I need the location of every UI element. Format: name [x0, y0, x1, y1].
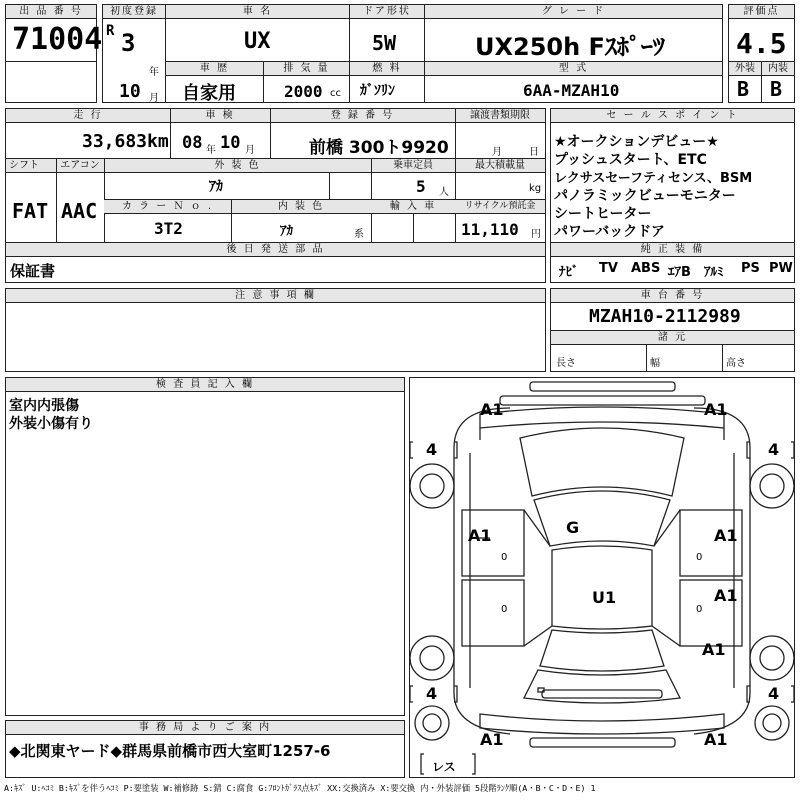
- lot-label: 出 品 番 号: [6, 5, 96, 19]
- length-label: 長さ: [556, 358, 576, 369]
- insp-month-unit: 月: [245, 145, 255, 156]
- specs-label: 諸 元: [551, 331, 794, 345]
- displacement-unit: cc: [330, 88, 341, 99]
- legend: A:ｷｽﾞ U:ﾍｺﾐ B:ｷｽﾞを伴うﾍｺﾐ P:要塗装 W:補修跡 S:錆 C:腐食 G:ﾌﾛﾝﾄｶﾞﾗｽ点ｷｽﾞ XX:交換済み X:要交換 内・外装評価 5段階ﾗﾝｸ順(A・B・C・D・E) 1: [4, 783, 596, 793]
- year-unit: 年: [149, 67, 159, 78]
- sales-point-item: シートヒーター: [554, 206, 652, 222]
- ext-color-label: 外 装 色: [104, 159, 371, 173]
- sales-points-box: [550, 108, 795, 283]
- color-no-label: カ ラ ー Ｎ ｏ .: [104, 200, 231, 214]
- grade-box: [424, 4, 723, 62]
- insp-year-unit: 年: [206, 145, 216, 156]
- damage-mark-right-front-door: A1: [714, 526, 738, 545]
- history: 自家用: [182, 83, 236, 104]
- insp-month: 10: [220, 133, 241, 153]
- ext-grade-box: [728, 61, 762, 103]
- displacement-label: 排 気 量: [264, 62, 349, 76]
- transfer-label: 譲渡書類期限: [455, 109, 545, 123]
- equipment-item: ABS: [631, 261, 661, 276]
- car-name-label: 車 名: [166, 5, 349, 19]
- vehicle-info-box: [5, 108, 546, 283]
- office-box: [5, 720, 405, 778]
- damage-mark-right-rear-door: A1: [714, 586, 738, 605]
- grade: UX250h Fｽﾎﾟｰﾂ: [475, 33, 665, 61]
- damage-mark-rear-left: A1: [480, 730, 504, 749]
- chassis-box: [550, 288, 795, 372]
- later-parts: 保証書: [10, 262, 56, 280]
- sales-point-item: ★オークションデビュー★: [554, 134, 719, 150]
- inspection-label: 車 検: [170, 109, 270, 123]
- first-reg-label: 初度登録: [103, 5, 165, 19]
- capacity: 5: [416, 177, 426, 196]
- car-diagram-box: [409, 377, 795, 778]
- zero-mark: 0: [696, 552, 703, 563]
- insp-year: 08: [182, 133, 203, 153]
- transfer-day-unit: 日: [529, 147, 539, 158]
- history-box: [165, 61, 264, 103]
- mileage-label: 走 行: [6, 109, 170, 123]
- equipment-item: ﾅﾋﾞ: [559, 265, 579, 280]
- reg-month: 10: [119, 81, 141, 102]
- equipment-item: ｴｱB: [668, 265, 691, 280]
- reg-year: 3: [121, 29, 136, 57]
- damage-mark-right-quarter: A1: [702, 640, 726, 659]
- lot-number: 71004: [12, 22, 103, 57]
- max-load-label: 最大積載量: [455, 159, 545, 173]
- ac-label: エアコン: [56, 159, 104, 173]
- damage-mark-front-right: A1: [704, 400, 728, 419]
- inspector-line: 室内内張傷: [9, 398, 79, 414]
- displacement: 2000: [284, 82, 323, 101]
- fuel-label: 燃 料: [350, 62, 424, 76]
- score: 4.5: [736, 27, 787, 60]
- month-unit: 月: [149, 93, 159, 104]
- int-grade-box: [761, 61, 795, 103]
- capacity-unit: 人: [439, 187, 449, 198]
- damage-mark-left-front-door: A1: [468, 526, 492, 545]
- door-label: ドア形状: [350, 5, 424, 19]
- model-box: [424, 61, 723, 103]
- notes-box: [5, 288, 546, 372]
- recycle: 11,110: [461, 220, 519, 239]
- inspector-box: [5, 377, 405, 716]
- car-name-box: [165, 4, 350, 62]
- mileage-unit: km: [147, 131, 169, 152]
- damage-mark-rear-right: A1: [704, 730, 728, 749]
- tire-tread-rear-right: 4: [768, 684, 780, 703]
- zero-mark: 0: [696, 604, 703, 615]
- color-no: 3T2: [154, 219, 183, 238]
- max-load-unit: kg: [529, 183, 542, 194]
- damage-mark-front-left: A1: [480, 400, 504, 419]
- zero-mark: 0: [501, 604, 508, 615]
- tire-tread-front-right: 4: [768, 440, 780, 459]
- model: 6AA-MZAH10: [523, 81, 620, 100]
- history-label: 車 歴: [166, 62, 263, 76]
- shift: FAT: [12, 199, 49, 223]
- reg-number-label: 登 録 番 号: [270, 109, 455, 123]
- era: R: [106, 23, 115, 39]
- capacity-label: 乗車定員: [371, 159, 455, 173]
- recycle-unit: 円: [531, 229, 541, 240]
- tire-tread-front-left: 4: [426, 440, 438, 459]
- inspector-label: 検 査 員 記 入 欄: [6, 378, 404, 392]
- sales-point-item: パワーバックドア: [554, 224, 665, 240]
- height-label: 高さ: [726, 358, 746, 369]
- equipment-item: ｱﾙﾐ: [704, 265, 724, 280]
- car-name: UX: [244, 29, 271, 54]
- damage-mark-windshield: G: [566, 518, 580, 537]
- sales-points-label: セ ー ル ス ポ イ ン ト: [551, 109, 794, 123]
- equipment-item: PW: [769, 261, 793, 276]
- score-label: 評価点: [729, 5, 794, 19]
- recycle-label: リサイクル預託金: [455, 200, 545, 214]
- reg-number: 前橋 300ト9920: [309, 138, 449, 158]
- first-reg-box: [102, 4, 166, 103]
- width-label: 幅: [650, 358, 660, 369]
- car-diagram: [410, 378, 794, 777]
- door-shape: 5W: [372, 31, 397, 55]
- tire-tread-rear-left: 4: [426, 684, 438, 703]
- int-color-label: 内 装 色: [231, 200, 371, 214]
- grade-label: グ レ ー ド: [425, 5, 722, 19]
- equipment-item: TV: [599, 261, 618, 276]
- damage-mark-roof: U1: [592, 588, 617, 607]
- later-parts-label: 後 日 発 送 部 品: [6, 243, 545, 257]
- lot-sub-box: [5, 61, 97, 103]
- int-color: ｱｶ: [280, 224, 293, 239]
- interior-label: 内装: [762, 62, 794, 76]
- door-box: [349, 4, 425, 62]
- score-box: [728, 4, 795, 62]
- displacement-box: [263, 61, 350, 103]
- fuel: ｶﾞｿﾘﾝ: [360, 83, 395, 99]
- lot-box: [5, 4, 103, 62]
- equipment-label: 純 正 装 備: [551, 243, 794, 257]
- fuel-box: [349, 61, 425, 103]
- transfer-month-unit: 月: [492, 147, 502, 158]
- exterior-label: 外装: [729, 62, 761, 76]
- chassis-number: MZAH10-2112989: [589, 306, 741, 327]
- zero-mark: 0: [501, 552, 508, 563]
- spare-tire-label: レス: [432, 760, 456, 774]
- exterior-grade: B: [737, 77, 750, 101]
- import-label: 輸 入 車: [371, 200, 455, 214]
- sales-point-item: レクサスセーフティセンス、BSM: [554, 171, 753, 186]
- chassis-label: 車 台 番 号: [551, 289, 794, 303]
- ac: AAC: [61, 199, 98, 223]
- int-color-unit: 系: [354, 229, 364, 240]
- mileage: 33,683: [82, 131, 148, 152]
- office-label: 事 務 局 よ り ご 案 内: [6, 721, 404, 735]
- interior-grade: B: [770, 77, 783, 101]
- inspector-line: 外装小傷有り: [9, 416, 93, 432]
- notes-label: 注 意 事 項 欄: [6, 289, 545, 303]
- sales-point-item: プッシュスタート、ETC: [554, 152, 707, 168]
- model-label: 型 式: [425, 62, 722, 76]
- shift-label: シフト: [6, 159, 56, 173]
- equipment-item: PS: [741, 261, 760, 276]
- office-text: ◆北関東ヤード◆群馬県前橋市西大室町1257-6: [9, 742, 331, 760]
- ext-color: ｱｶ: [209, 179, 223, 195]
- sales-point-item: パノラミックビューモニター: [554, 188, 736, 204]
